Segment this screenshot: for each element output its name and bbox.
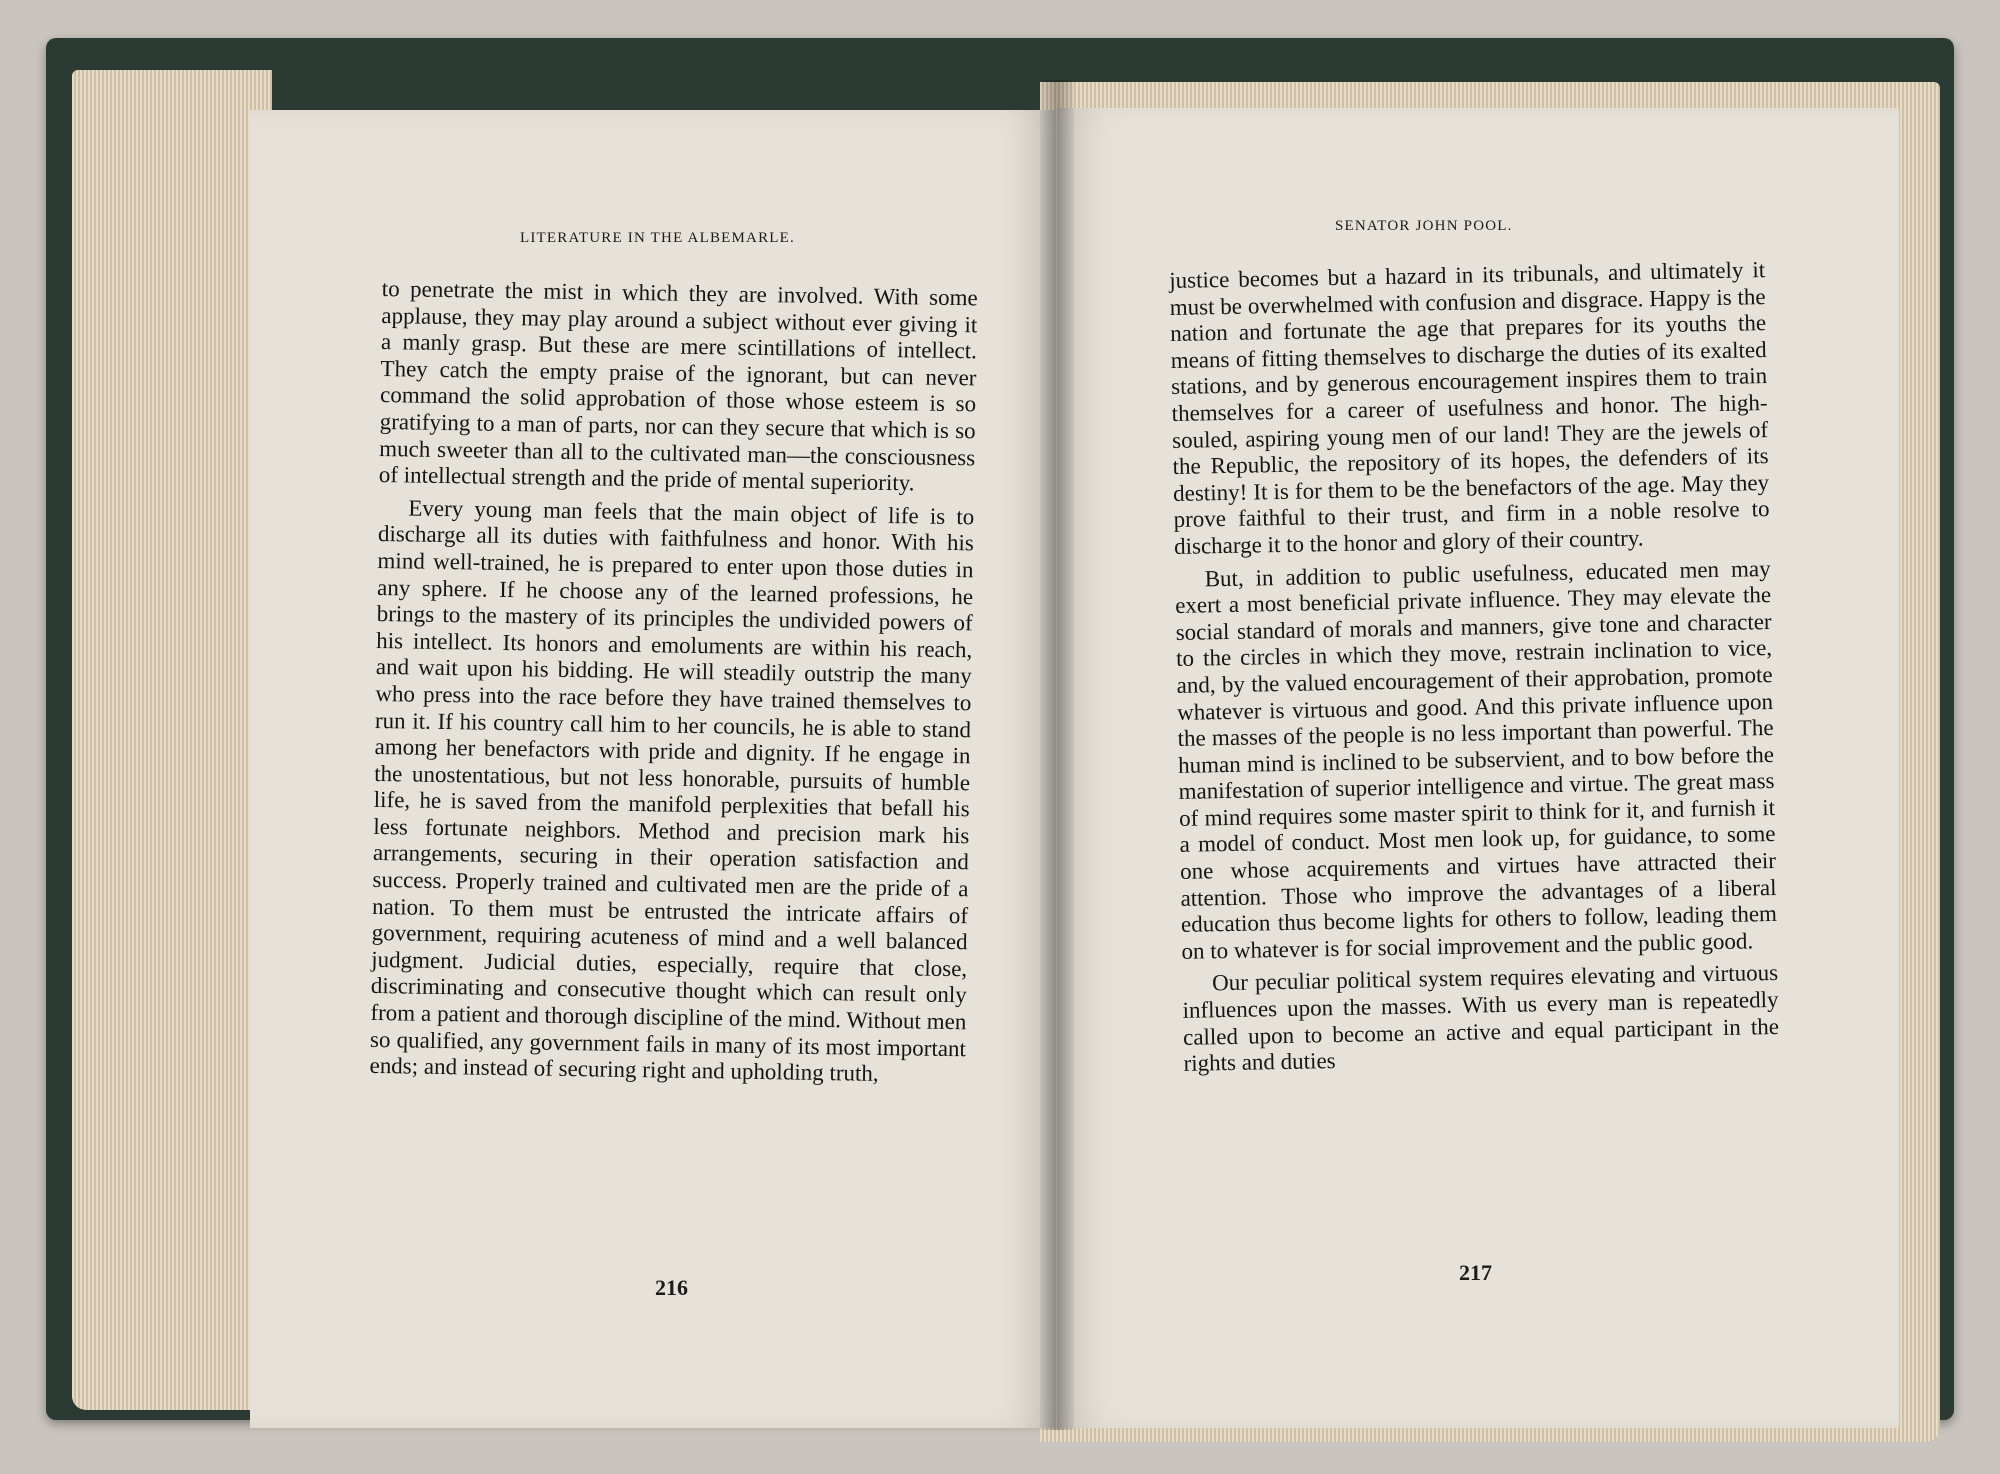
running-head-left: LITERATURE IN THE ALBEMARLE. <box>520 230 795 246</box>
paragraph: Every young man feels that the main object of life is to discharge all its duties with faithfulness and honor. With his mind well-trained, he is prepared to enter upon those duties in any sphere. If he choose any of the learned professions, he brings to the mastery of its principles the undivided powers of his intellect. Its honors and emoluments are within his reach, and wait upon his bidding. He will steadily outstrip the many who press into the race before they have trained themselves to run it. If his country call him to her councils, he is able to stand among her benefactors with pride and dignity. If he engage in the unostentatious, but not less honorable, pursuits of humble life, he is saved from the manifold perplexities that befall his less fortunate neighbors. Method and precision mark his arrangements, securing in their operation satisfaction and success. Properly trained and cultivated men are the pride of a nation. To them must be entrusted the intricate affairs of government, requiring acuteness of mind and a well balanced judgment. Judicial duties, especially, require that close, discriminating and consecutive thought which can result only from a patient and thorough discipline of the mind. Without men so qualified, any government fails in many of its most important ends; and instead of securing right and upholding truth, <box>369 495 975 1087</box>
paragraph: Our peculiar political system requires elevating and virtuous influences upon the masses. With us every man is repeatedly called upon to become an active and equal participant in the rights and duties <box>1182 960 1780 1077</box>
left-page-text <box>369 276 978 1089</box>
right-page-text <box>1169 257 1780 1078</box>
page-number-right: 217 <box>1459 1260 1492 1285</box>
right-page <box>1057 108 1899 1428</box>
running-head-right: SENATOR JOHN POOL. <box>1335 218 1513 234</box>
page-number-left: 216 <box>655 1275 688 1300</box>
book-gutter <box>1040 80 1074 1430</box>
left-page-edges <box>72 70 272 1410</box>
left-page <box>250 110 1056 1428</box>
paragraph: to penetrate the mist in which they are involved. With some applause, they may play around a subject without ever giving it a manly grasp. But these are mere scintillations of intellect. They catch the empty praise of the ignorant, but can never command the solid approbation of those whose esteem is so gratifying to a man of parts, nor can they secure that which is so much sweeter than all to the cultivated man—the consciousness of intellectual strength and the pride of mental superiority. <box>378 276 978 496</box>
paragraph: But, in addition to public usefulness, educated men may exert a most beneficial private influence. They may elevate the social standard of morals and manners, give tone and character to the circles in which they move, restrain inclination to vice, and, by the valued encouragement of their approbation, promote whatever is virtuous and good. And this private influence upon the masses of the people is no less important than powerful. The human mind is inclined to be subservient, and to bow before the manifestation of superior intelligence and virtue. The great mass of mind requires some master spirit to think for it, and furnish it a model of conduct. Most men look up, for guidance, to some one whose acquirements and virtues have attracted their attention. Those who improve the advantages of a liberal education thus become lights for others to follow, leading them on to whatever is for social improvement and the public good. <box>1174 555 1778 964</box>
paragraph: justice becomes but a hazard in its tribunals, and ultimately it must be overwhelmed with confusion and disgrace. Happy is the nation and fortunate the age that prepares for its youths the means of fitting themselves to discharge the duties of its exalted stations, and by generous encouragement inspires them to train themselves for a career of usefulness and honor. The high-souled, aspiring young men of our land! They are the jewels of the Republic, the repository of its hopes, the defenders of its destiny! It is for them to be the benefactors of the age. May they prove faithful to their trust, and firm in a noble resolve to discharge it to the honor and glory of their country. <box>1169 257 1770 559</box>
